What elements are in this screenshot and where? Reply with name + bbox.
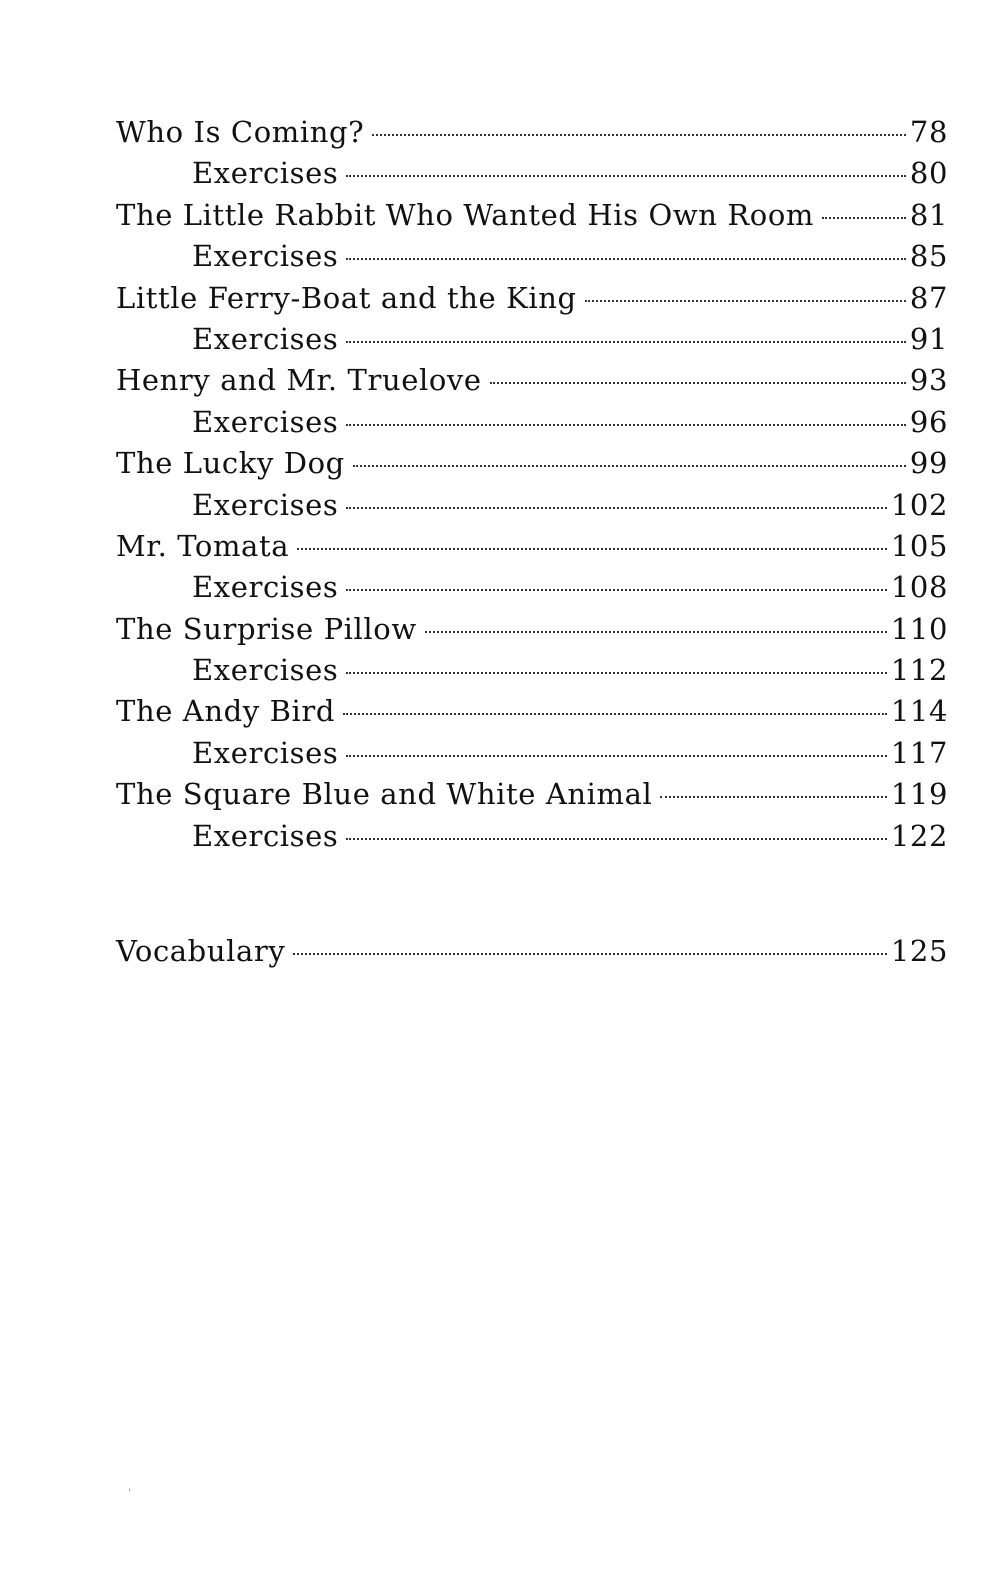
toc-subentry — [116, 153, 948, 194]
toc-entry-page: 81 — [909, 197, 948, 232]
toc-subentry — [116, 733, 948, 774]
toc-entry-title: Exercises — [192, 404, 339, 439]
toc-entry — [116, 774, 948, 815]
toc-entry-page: 112 — [890, 653, 948, 688]
toc-subentry — [116, 567, 948, 608]
toc-entry-title: The Little Rabbit Who Wanted His Own Room — [116, 197, 814, 232]
dot-leader — [372, 134, 906, 136]
dot-leader — [343, 713, 887, 715]
toc-entry-page: 80 — [909, 156, 948, 191]
toc-entry-title: Who Is Coming? — [116, 115, 365, 149]
toc-entry-page: 125 — [890, 934, 948, 969]
dot-leader — [346, 258, 905, 260]
toc-entry-page: 99 — [909, 446, 948, 481]
toc-entry-page: 91 — [909, 321, 948, 356]
toc-entry — [116, 609, 948, 650]
dot-leader — [346, 507, 886, 509]
section-gap — [116, 857, 948, 931]
dot-leader — [425, 631, 887, 633]
toc-subentry — [116, 816, 948, 857]
toc-entry-page: 87 — [909, 280, 948, 315]
dot-leader — [353, 465, 906, 467]
toc-entry-title: Exercises — [192, 321, 339, 356]
toc-entry-page: 78 — [909, 115, 948, 149]
toc-subentry — [116, 650, 948, 691]
dot-leader — [293, 953, 887, 955]
toc-entry-page: 117 — [890, 735, 948, 770]
toc-entry-title: Little Ferry-Boat and the King — [116, 280, 577, 315]
toc-entry — [116, 278, 948, 319]
toc-entry-page: 122 — [890, 818, 948, 853]
toc-entry-page: 108 — [890, 570, 948, 605]
toc-entry-page: 102 — [890, 487, 948, 522]
toc-entry-title: Exercises — [192, 735, 339, 770]
scan-speck: ' — [128, 1488, 131, 1499]
toc-entry-vocabulary — [116, 931, 948, 972]
dot-leader — [822, 217, 906, 219]
toc-entry-title: Vocabulary — [116, 934, 286, 969]
toc-entry-page: 105 — [890, 528, 948, 563]
toc-subentry — [116, 485, 948, 526]
dot-leader — [346, 175, 905, 177]
toc-entry — [116, 112, 948, 153]
dot-leader — [346, 341, 905, 343]
toc-entry-title: The Lucky Dog — [116, 446, 345, 481]
dot-leader — [346, 838, 886, 840]
toc-entry-title: Exercises — [192, 653, 339, 688]
table-of-contents — [116, 112, 948, 972]
toc-entry-title: The Andy Bird — [116, 694, 335, 729]
toc-entry-page: 85 — [909, 239, 948, 274]
toc-entry — [116, 360, 948, 401]
toc-entry — [116, 526, 948, 567]
toc-entry-title: The Square Blue and White Animal — [116, 777, 653, 812]
dot-leader — [490, 382, 906, 384]
dot-leader — [660, 796, 886, 798]
toc-entry-page: 110 — [890, 611, 948, 646]
dot-leader — [346, 755, 886, 757]
toc-entry-page: 119 — [890, 777, 948, 812]
dot-leader — [346, 424, 905, 426]
dot-leader — [585, 300, 906, 302]
toc-entry — [116, 443, 948, 484]
toc-entry-page: 114 — [890, 694, 948, 729]
toc-entry-title: Exercises — [192, 487, 339, 522]
toc-entry-title: Exercises — [192, 818, 339, 853]
toc-entry-title: Exercises — [192, 156, 339, 191]
toc-entry-title: Exercises — [192, 239, 339, 274]
toc-entry-title: Mr. Tomata — [116, 528, 290, 563]
toc-entry-page: 93 — [909, 363, 948, 398]
toc-subentry — [116, 236, 948, 277]
toc-entry — [116, 691, 948, 732]
dot-leader — [297, 548, 887, 550]
toc-entry-page: 96 — [909, 404, 948, 439]
dot-leader — [346, 589, 886, 591]
toc-entry-title: Henry and Mr. Truelove — [116, 363, 482, 398]
toc-entry-title: The Surprise Pillow — [116, 611, 417, 646]
toc-subentry — [116, 402, 948, 443]
toc-entry — [116, 195, 948, 236]
toc-entry-title: Exercises — [192, 570, 339, 605]
dot-leader — [346, 672, 886, 674]
toc-subentry — [116, 319, 948, 360]
